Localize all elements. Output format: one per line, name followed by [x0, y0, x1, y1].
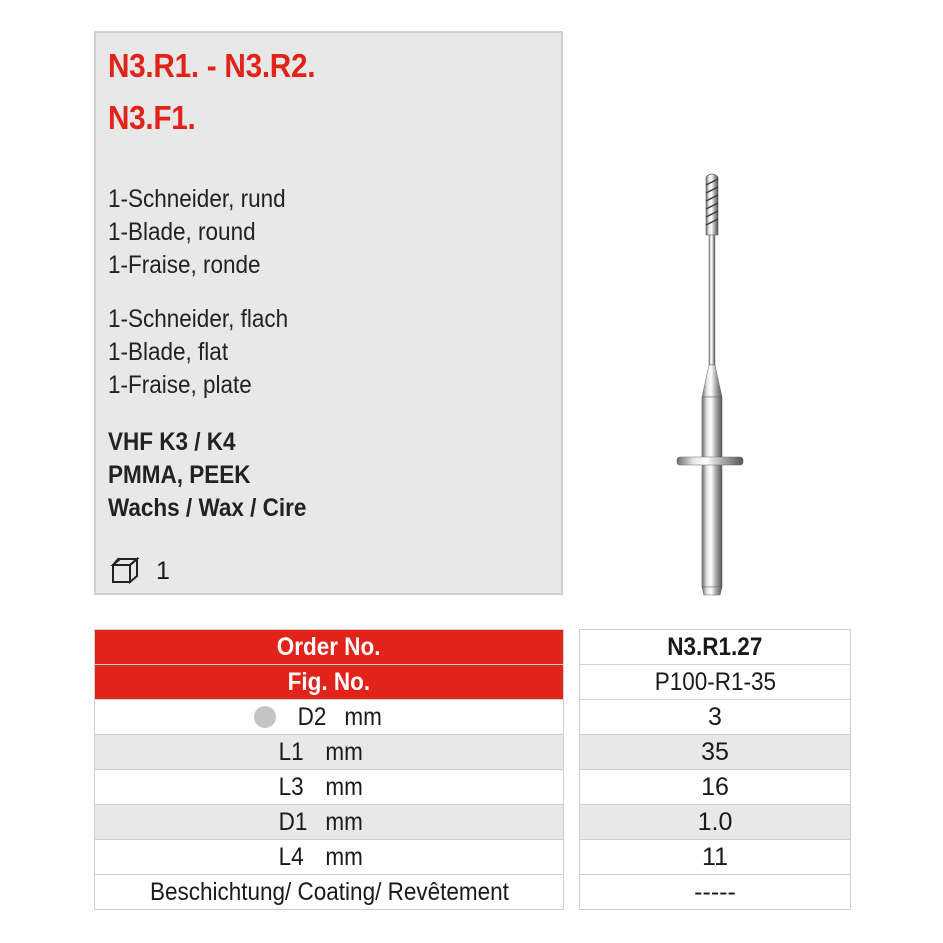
table-row [580, 805, 851, 840]
table-row [580, 735, 851, 770]
value-l1: 35 [580, 735, 851, 770]
table-row [580, 770, 851, 805]
row-label-d2: D2 mm [95, 700, 564, 735]
value-d1: 1.0 [580, 805, 851, 840]
order-no-label: Order No. [95, 630, 564, 665]
row-label-d1: D1 mm [95, 805, 564, 840]
coating-value: ----- [580, 875, 851, 910]
table-row [95, 735, 564, 770]
material-line-2: PMMA, PEEK [108, 461, 251, 489]
table-row [95, 770, 564, 805]
description-german-flat: 1-Schneider, flach [108, 305, 289, 333]
spec-value-table [579, 629, 851, 910]
product-title-line2: N3.F1. [108, 99, 196, 136]
value-d2: 3 [580, 700, 851, 735]
product-title-line1: N3.R1. - N3.R2. [108, 47, 316, 84]
circle-icon [254, 706, 276, 728]
row-label-l1: L1 mm [95, 735, 564, 770]
order-no-value: N3.R1.27 [580, 630, 851, 665]
material-line-1: VHF K3 / K4 [108, 428, 236, 456]
value-l3: 16 [580, 770, 851, 805]
table-row [95, 805, 564, 840]
table-row [580, 630, 851, 665]
table-row [95, 630, 564, 665]
description-french-round: 1-Fraise, ronde [108, 251, 261, 279]
table-row [95, 840, 564, 875]
box-icon [110, 555, 140, 585]
description-english-round: 1-Blade, round [108, 218, 256, 246]
description-german-round: 1-Schneider, rund [108, 185, 286, 213]
description-french-flat: 1-Fraise, plate [108, 371, 252, 399]
table-row [580, 700, 851, 735]
table-row [95, 665, 564, 700]
spec-label-table [94, 629, 564, 910]
product-info-panel [94, 31, 563, 595]
table-row [580, 875, 851, 910]
row-label-l3: L3 mm [95, 770, 564, 805]
table-row [95, 700, 564, 735]
table-row [95, 875, 564, 910]
description-english-flat: 1-Blade, flat [108, 338, 229, 366]
table-row [580, 665, 851, 700]
value-l4: 11 [580, 840, 851, 875]
milling-tool-illustration [660, 165, 760, 605]
material-line-3: Wachs / Wax / Cire [108, 494, 307, 522]
fig-no-value: P100-R1-35 [580, 665, 851, 700]
fig-no-label: Fig. No. [95, 665, 564, 700]
row-label-l4: L4 mm [95, 840, 564, 875]
coating-label: Beschichtung/ Coating/ Revêtement [95, 875, 564, 910]
table-row [580, 840, 851, 875]
package-count: 1 [156, 557, 170, 585]
